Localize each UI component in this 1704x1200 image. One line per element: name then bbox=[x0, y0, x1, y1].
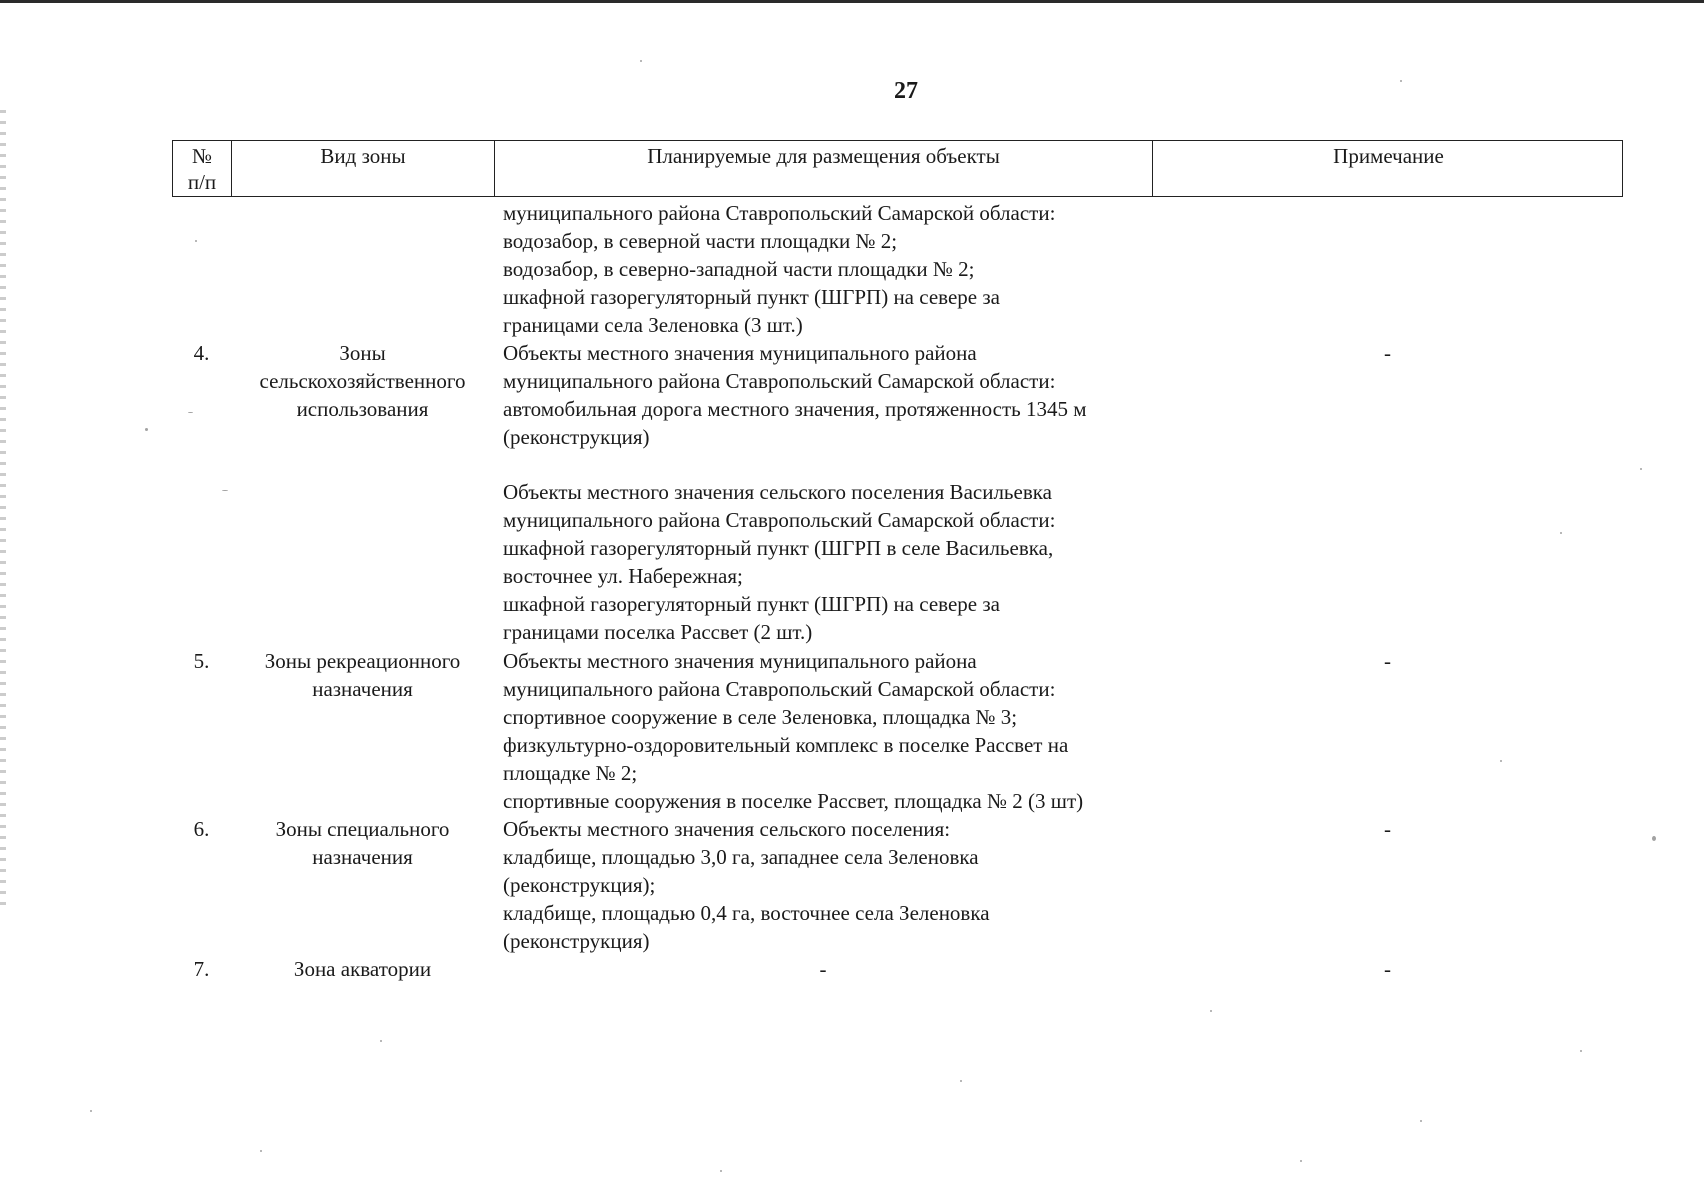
zone-line: Зона акватории bbox=[293, 957, 432, 981]
table-header bbox=[172, 140, 1623, 197]
text-line: Объекты местного значения муниципального района bbox=[503, 341, 977, 365]
header-zone-type-label: Вид зоны bbox=[320, 144, 406, 168]
zone-line: Зоны рекреационного bbox=[264, 649, 461, 673]
header-note-label: Примечание bbox=[1333, 144, 1444, 168]
text-line: спортивное сооружение в селе Зеленовка, площадка № 3; bbox=[503, 705, 1018, 729]
text-line: восточнее ул. Набережная; bbox=[503, 564, 743, 588]
text-line: Объекты местного значения муниципального района bbox=[503, 649, 977, 673]
text-line: кладбище, площадью 0,4 га, восточнее села Зеленовка bbox=[503, 901, 990, 925]
text-line: (реконструкция) bbox=[503, 929, 650, 953]
row-6-num: 6. bbox=[193, 817, 210, 841]
text-line: Объекты местного значения сельского поселения: bbox=[503, 817, 951, 841]
text-line: границами поселка Рассвет (2 шт.) bbox=[503, 620, 813, 644]
header-num-line1: № bbox=[191, 144, 213, 168]
row-5-objects bbox=[503, 647, 1143, 815]
row-7-note: - bbox=[1384, 957, 1391, 981]
row-4-note: - bbox=[1384, 341, 1391, 365]
row-6-note: - bbox=[1384, 817, 1391, 841]
text-line: кладбище, площадью 3,0 га, западнее села Зеленовка bbox=[503, 845, 979, 869]
header-num-line2: п/п bbox=[187, 170, 217, 194]
header-zone-type bbox=[232, 141, 495, 196]
zone-line: сельскохозяйственного bbox=[259, 369, 466, 393]
header-planned-objects bbox=[495, 141, 1153, 196]
row-7-zone-type bbox=[231, 955, 494, 983]
text-line: муниципального района Ставропольский Самарской области: bbox=[503, 677, 1056, 701]
text-line: шкафной газорегуляторный пункт (ШГРП) на севере за bbox=[503, 285, 1000, 309]
row-5-num: 5. bbox=[193, 649, 210, 673]
text-line: водозабор, в северной части площадки № 2; bbox=[503, 229, 898, 253]
text-line: водозабор, в северно-западной части площадки № 2; bbox=[503, 257, 975, 281]
text-line: шкафной газорегуляторный пункт (ШГРП) на севере за bbox=[503, 592, 1000, 616]
row-4-objects bbox=[503, 339, 1143, 451]
text-line: Объекты местного значения сельского поселения Васильевка bbox=[503, 480, 1052, 504]
scan-left-edge bbox=[0, 110, 6, 910]
continuation-text bbox=[503, 199, 1143, 339]
row-5-zone-type bbox=[231, 647, 494, 703]
header-planned-objects-label: Планируемые для размещения объекты bbox=[647, 144, 1000, 168]
row-7-num: 7. bbox=[193, 957, 210, 981]
row-4-objects-2 bbox=[503, 478, 1143, 646]
text-line: шкафной газорегуляторный пункт (ШГРП в селе Васильевка, bbox=[503, 536, 1054, 560]
row-4-num: 4. bbox=[193, 341, 210, 365]
text-line: физкультурно-оздоровительный комплекс в поселке Рассвет на bbox=[503, 733, 1069, 757]
zone-line: Зоны специального bbox=[275, 817, 450, 841]
row-7-objects-dash: - bbox=[819, 957, 827, 981]
text-line: площадке № 2; bbox=[503, 761, 638, 785]
text-line: спортивные сооружения в поселке Рассвет, площадка № 2 (3 шт) bbox=[503, 789, 1084, 813]
text-line: муниципального района Ставропольский Самарской области: bbox=[503, 508, 1056, 532]
page-number: 27 bbox=[894, 78, 918, 104]
row-5-note: - bbox=[1384, 649, 1391, 673]
row-4-zone-type bbox=[231, 339, 494, 423]
scan-top-edge bbox=[0, 0, 1704, 3]
header-note bbox=[1153, 141, 1624, 196]
text-line: автомобильная дорога местного значения, протяженность 1345 м bbox=[503, 397, 1087, 421]
zone-line: использования bbox=[296, 397, 429, 421]
text-line: муниципального района Ставропольский Самарской области: bbox=[503, 201, 1056, 225]
text-line: (реконструкция); bbox=[503, 873, 656, 897]
zone-line: назначения bbox=[312, 845, 413, 869]
text-line: границами села Зеленовка (3 шт.) bbox=[503, 313, 803, 337]
text-line: (реконструкция) bbox=[503, 425, 650, 449]
zone-line: Зоны bbox=[339, 341, 386, 365]
text-line: муниципального района Ставропольский Самарской области: bbox=[503, 369, 1056, 393]
row-6-zone-type bbox=[231, 815, 494, 871]
header-num bbox=[173, 141, 232, 196]
row-6-objects bbox=[503, 815, 1143, 955]
zone-line: назначения bbox=[312, 677, 413, 701]
